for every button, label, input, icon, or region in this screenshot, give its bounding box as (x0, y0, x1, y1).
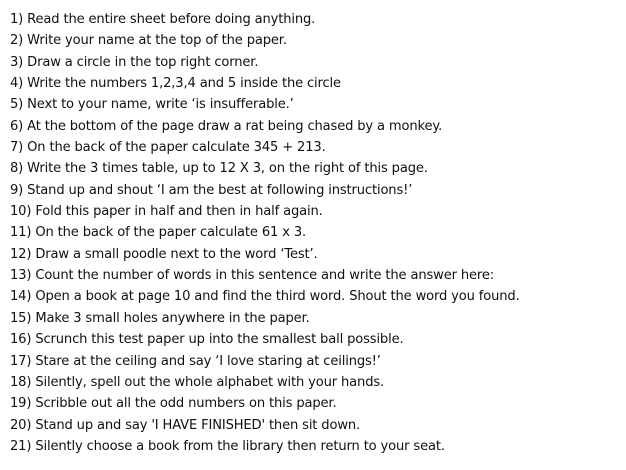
instruction-item: 18) Silently, spell out the whole alphabet with your hands. (10, 374, 385, 390)
instruction-item: 21) Silently choose a book from the library then return to your seat. (10, 438, 445, 454)
instruction-item: 5) Next to your name, write ‘is insufferable.’ (10, 97, 294, 113)
instruction-item: 9) Stand up and shout ‘I am the best at following instructions!’ (10, 182, 413, 198)
instruction-item: 20) Stand up and say 'I HAVE FINISHED' then sit down. (10, 417, 361, 433)
instruction-item: 4) Write the numbers 1,2,3,4 and 5 inside the circle (10, 76, 341, 92)
instruction-item: 15) Make 3 small holes anywhere in the paper. (10, 310, 310, 326)
instruction-item: 13) Count the number of words in this sentence and write the answer here: (10, 268, 495, 284)
instruction-item: 11) On the back of the paper calculate 61 x 3. (10, 225, 307, 241)
instruction-item: 19) Scribble out all the odd numbers on this paper. (10, 396, 337, 412)
instruction-item: 7) On the back of the paper calculate 345 + 213. (10, 140, 326, 156)
instruction-item: 3) Draw a circle in the top right corner. (10, 54, 259, 70)
instruction-item: 17) Stare at the ceiling and say ‘I love staring at ceilings!’ (10, 353, 381, 369)
instruction-item: 1) Read the entire sheet before doing anything. (10, 12, 316, 27)
instruction-item: 10) Fold this paper in half and then in half again. (10, 204, 323, 220)
instruction-item: 8) Write the 3 times table, up to 12 X 3, on the right of this page. (10, 161, 428, 177)
instruction-item: 12) Draw a small poodle next to the word ‘Test’. (10, 246, 318, 262)
instruction-item: 2) Write your name at the top of the paper. (10, 33, 287, 49)
instruction-item: 6) At the bottom of the page draw a rat being chased by a monkey. (10, 118, 443, 134)
instruction-item: 16) Scrunch this test paper up into the smallest ball possible. (10, 332, 404, 348)
instruction-item: 14) Open a book at page 10 and find the third word. Shout the word you found. (10, 289, 520, 305)
instruction-list (10, 9, 520, 457)
